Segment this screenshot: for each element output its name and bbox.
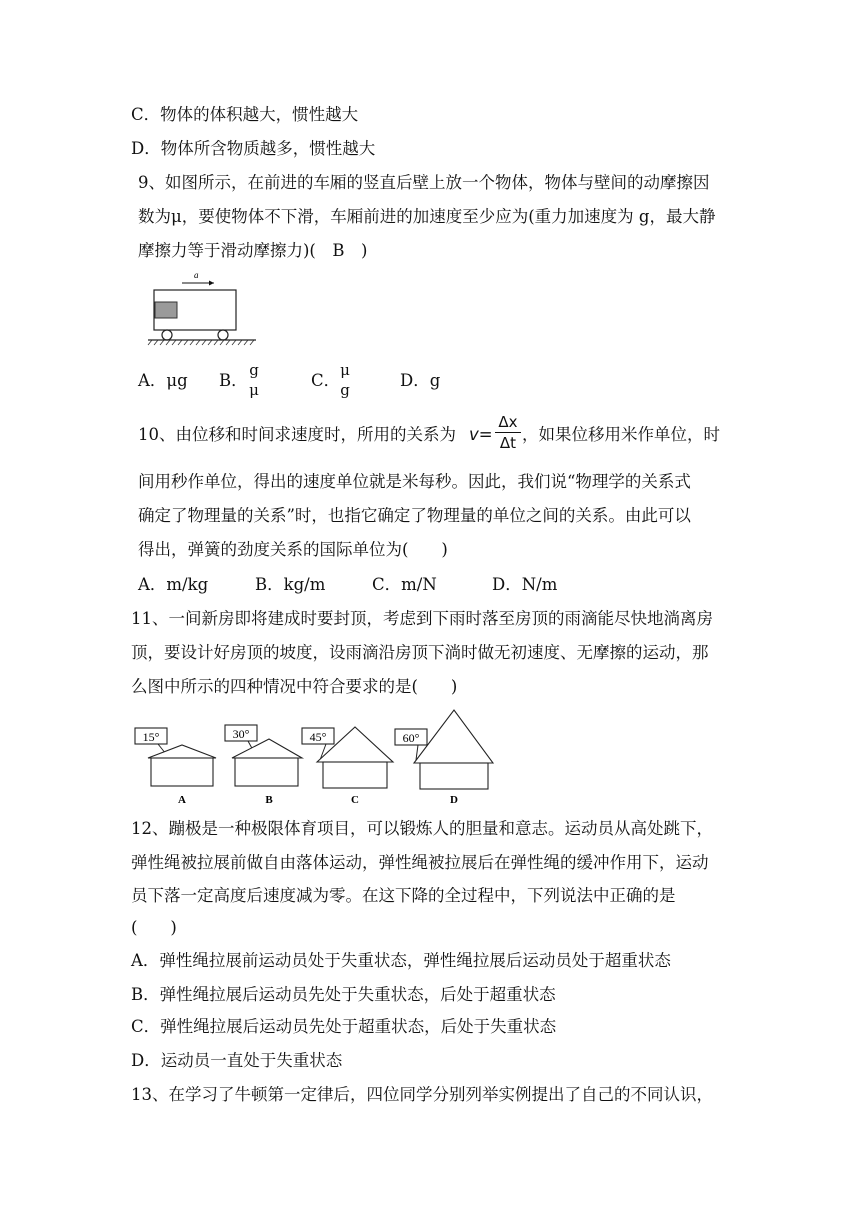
q10-option-a: A．m/kg <box>138 575 209 594</box>
q9-wheel-right <box>218 330 228 340</box>
q9-option-a: A．μg <box>138 371 188 390</box>
house-b-wall <box>235 758 298 786</box>
q10-option-c: C．m/N <box>372 575 437 594</box>
q11-stem-line1: 11、一间新房即将建成时要封顶，考虑到下雨时落至房顶的雨滴能尽快地淌离房 <box>131 609 713 628</box>
house-d-wall <box>420 763 488 789</box>
q9-option-b-num: g <box>249 361 259 379</box>
house-d-angle: 60° <box>402 731 420 745</box>
house-a-label: A <box>178 794 186 806</box>
q9-option-c-letter: C． <box>311 371 341 390</box>
house-c <box>302 727 393 806</box>
house-c-angle: 45° <box>309 730 327 744</box>
q10-option-b: B．kg/m <box>255 575 326 594</box>
q9-wheel-left <box>162 330 172 340</box>
house-b-roof <box>232 739 302 758</box>
q10-option-d: D．N/m <box>492 575 558 594</box>
house-c-wall <box>323 762 387 788</box>
q12-option-c: C．弹性绳拉展后运动员先处于超重状态，后处于失重状态 <box>131 1017 557 1036</box>
q10-stem-line1-post: ，如果位移用米作单位，时 <box>522 425 720 444</box>
house-b-label: B <box>265 794 273 806</box>
house-b-angle: 30° <box>232 727 250 741</box>
house-a-roof <box>148 745 216 758</box>
q11-houses-figure <box>130 705 500 809</box>
q9-option-c-den: g <box>340 381 350 399</box>
q9-stem-line3: 摩擦力等于滑动摩擦力)( B ) <box>138 241 368 260</box>
q10-velocity-symbol: v= <box>469 425 493 444</box>
q9-option-c-fraction <box>337 361 353 399</box>
house-a-wall <box>151 758 213 786</box>
q11-stem-line2: 顶，要设计好房顶的坡度，设雨滴沿房顶下淌时做无初速度、无摩擦的运动，那 <box>131 643 709 662</box>
house-d-label: D <box>450 794 458 806</box>
q9-option-c-num: μ <box>340 361 350 379</box>
q10-fraction-den: Δt <box>499 434 517 452</box>
q10-stem-line3: 确定了物理量的关系”时，也指它确定了物理量的单位之间的关系。由此可以 <box>138 506 691 525</box>
q9-stem-line1: 9、如图所示，在前进的车厢的竖直后壁上放一个物体，物体与壁间的动摩擦因 <box>138 173 710 192</box>
q10-fraction-num: Δx <box>498 413 518 431</box>
q12-stem-line4: ( ) <box>131 918 177 937</box>
q10-stem-line4: 得出，弹簧的劲度关系的国际单位为( ) <box>138 540 448 559</box>
q12-stem-line3: 员下落一定高度后速度减为零。在这下降的全过程中，下列说法中正确的是 <box>131 886 676 905</box>
q9-cart-figure <box>140 268 260 352</box>
house-c-label: C <box>351 794 359 806</box>
q8-option-d: D．物体所含物质越多，惯性越大 <box>131 139 376 158</box>
q9-option-b-fraction <box>246 361 262 399</box>
q9-stem-line2: 数为μ，要使物体不下滑，车厢前进的加速度至少应为(重力加速度为 g，最大静 <box>138 207 716 226</box>
q9-option-d: D．g <box>400 371 441 390</box>
q9-block <box>155 302 177 318</box>
q12-option-d: D．运动员一直处于失重状态 <box>131 1051 343 1070</box>
house-b <box>225 725 302 806</box>
q10-stem-line2: 间用秒作单位，得出的速度单位就是米每秒。因此，我们说“物理学的关系式 <box>138 472 691 491</box>
q12-option-a: A．弹性绳拉展前运动员处于失重状态，弹性绳拉展后运动员处于超重状态 <box>131 951 671 970</box>
q10-stem-line1-pre: 10、由位移和时间求速度时，所用的关系为 <box>138 425 456 444</box>
house-a-angle: 15° <box>142 730 160 744</box>
q11-stem-line3: 么图中所示的四种情况中符合要求的是( ) <box>131 677 458 696</box>
q12-stem-line1: 12、蹦极是一种极限体育项目，可以锻炼人的胆量和意志。运动员从高处跳下， <box>131 819 713 838</box>
q10-fraction <box>495 413 521 452</box>
house-d <box>395 710 493 806</box>
q13-stem-line1: 13、在学习了牛顿第一定律后，四位同学分别列举实例提出了自己的不同认识， <box>131 1085 713 1104</box>
q9-option-b-letter: B． <box>219 371 248 390</box>
house-a <box>135 728 216 806</box>
q9-option-b-den: μ <box>249 381 259 399</box>
q8-option-c: C．物体的体积越大，惯性越大 <box>131 105 359 124</box>
q12-option-b: B．弹性绳拉展后运动员先处于失重状态，后处于超重状态 <box>131 985 556 1004</box>
q12-stem-line2: 弹性绳被拉展前做自由落体运动，弹性绳被拉展后在弹性绳的缓冲作用下，运动 <box>131 853 709 872</box>
q9-accel-label: a <box>194 270 199 280</box>
